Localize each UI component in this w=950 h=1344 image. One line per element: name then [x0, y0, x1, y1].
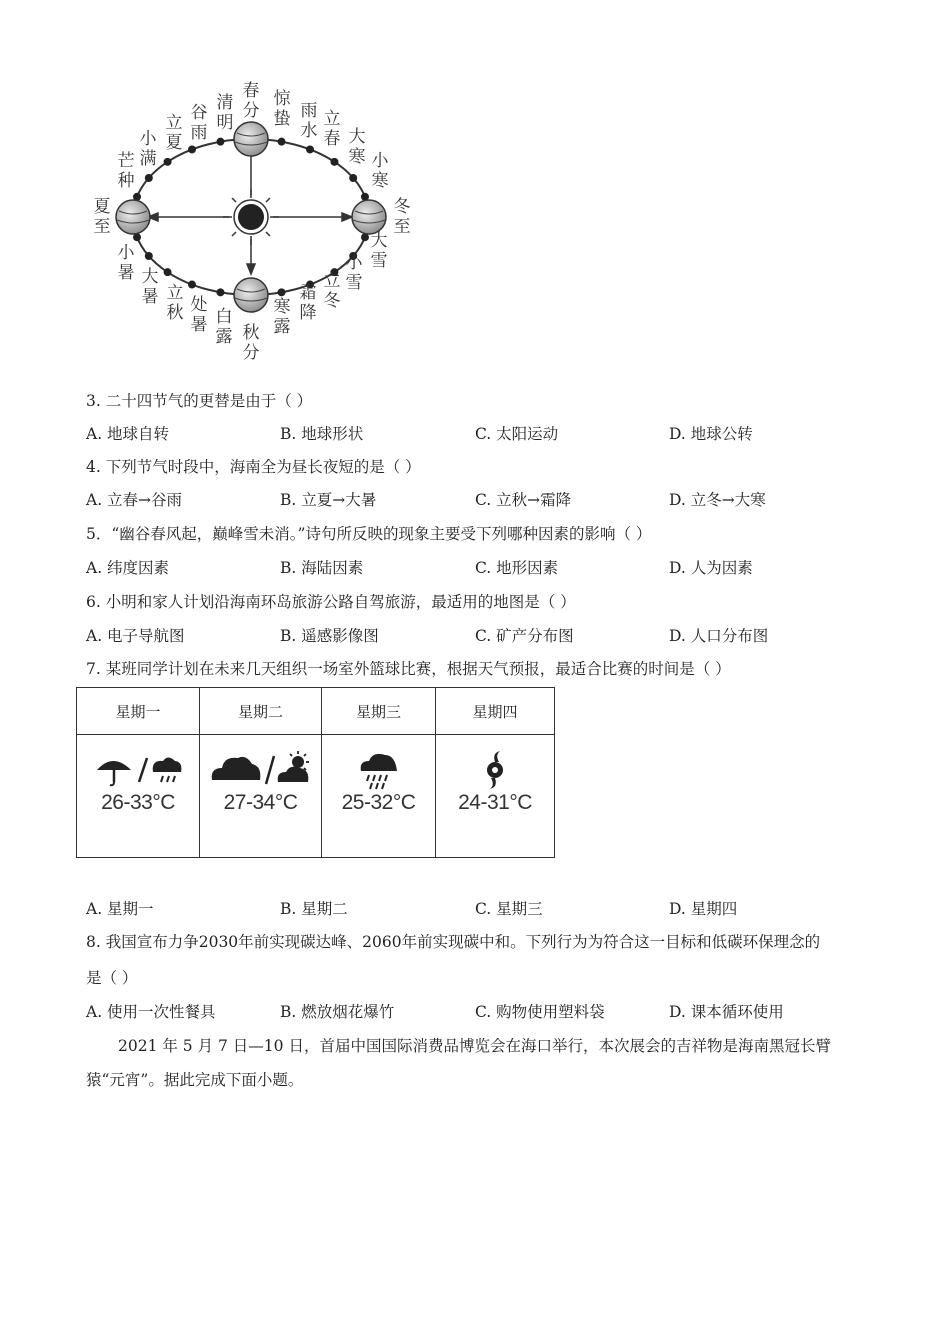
term-liqiu: 立秋: [166, 283, 184, 323]
question-3-option-d[interactable]: D. 地球公转: [669, 425, 753, 443]
question-7-option-c[interactable]: C. 星期三: [475, 900, 543, 918]
umbrella-rain-icon: [97, 761, 131, 785]
orbit-dot: [164, 268, 172, 276]
term-qiufen: 秋分: [242, 323, 260, 363]
day-header-wed: 星期三: [322, 688, 436, 735]
day-header-mon: 星期一: [77, 688, 200, 735]
day-cell-thu: [436, 735, 555, 858]
orbit-dot: [349, 174, 357, 182]
cloud-rain-icon: [153, 758, 182, 783]
question-5-stem: 5．“幽谷春风起，巅峰雪未消。”诗句所反映的现象主要受下列哪种因素的影响（ ）: [86, 525, 652, 543]
question-8-option-d[interactable]: D. 课本循环使用: [669, 1003, 784, 1021]
term-xiaoshu: 小暑: [117, 243, 135, 283]
orbit-dot: [164, 158, 172, 166]
question-3-option-a[interactable]: A. 地球自转: [86, 425, 170, 443]
sun-cloud-icon: [277, 751, 308, 782]
question-5-option-a[interactable]: A. 纬度因素: [86, 559, 170, 577]
question-7-stem: 7. 某班同学计划在未来几天组织一场室外篮球比赛，根据天气预报，最适合比赛的时间是（ ）: [86, 660, 731, 678]
question-4-stem: 4. 下列节气时段中，海南全为昼长夜短的是（ ）: [86, 458, 421, 476]
question-4-option-a[interactable]: A. 立春→谷雨: [86, 491, 183, 509]
earth-winter-solstice-icon: [352, 200, 386, 234]
question-5-option-b[interactable]: B. 海陆因素: [280, 559, 364, 577]
term-daxue: 大雪: [370, 231, 388, 271]
question-4-option-c[interactable]: C. 立秋→霜降: [475, 491, 572, 509]
solar-terms-diagram: [88, 76, 428, 366]
day-cell-tue: [200, 735, 322, 858]
orbit-dot: [216, 288, 224, 296]
day-header-thu: 星期四: [436, 688, 555, 735]
orbit-dot: [330, 158, 338, 166]
passage-line-1: 2021 年 5 月 7 日—10 日，首届中国国际消费品博览会在海口举行，本次展会的吉祥物是海南黑冠长臂: [118, 1037, 831, 1055]
temp-thu: 24-31°C: [458, 791, 532, 814]
question-8-option-a[interactable]: A. 使用一次性餐具: [86, 1003, 216, 1021]
term-qingming: 清明: [216, 93, 234, 133]
question-7-option-b[interactable]: B. 星期二: [280, 900, 348, 918]
question-5-option-d[interactable]: D. 人为因素: [669, 559, 753, 577]
heavy-rain-icon: [360, 754, 396, 789]
day-cell-wed: [322, 735, 436, 858]
question-7-option-d[interactable]: D. 星期四: [669, 900, 738, 918]
question-6-option-b[interactable]: B. 遥感影像图: [280, 627, 379, 645]
term-mangzhong: 芒种: [117, 151, 135, 191]
term-shuangjiang: 霜降: [299, 283, 317, 323]
earth-summer-solstice-icon: [116, 200, 150, 234]
term-xiaoxue: 小雪: [345, 253, 363, 293]
question-6-option-a[interactable]: A. 电子导航图: [86, 627, 185, 645]
term-dahan: 大寒: [348, 127, 366, 167]
question-8-option-c[interactable]: C. 购物使用塑料袋: [475, 1003, 605, 1021]
temp-wed: 25-32°C: [341, 791, 416, 814]
question-4-option-b[interactable]: B. 立夏→大暑: [280, 491, 377, 509]
term-yushui: 雨水: [300, 101, 318, 141]
question-5-option-c[interactable]: C. 地形因素: [475, 559, 559, 577]
earth-autumn-equinox-icon: [234, 278, 268, 312]
question-8-stem-continued: 是（ ）: [86, 969, 138, 987]
term-dashu: 大暑: [141, 267, 159, 307]
orbit-dot: [216, 138, 224, 146]
term-xiaoman: 小满: [139, 129, 157, 169]
orbit-dot: [306, 145, 314, 153]
term-chunfen: 春分: [242, 81, 260, 121]
cloud-icon: [211, 757, 260, 780]
term-bailu: 白露: [215, 307, 233, 347]
orbit-dot: [188, 281, 196, 289]
question-3-option-c[interactable]: C. 太阳运动: [475, 425, 559, 443]
passage-line-2: 猿“元宵”。据此完成下面小题。: [86, 1071, 304, 1089]
term-lixia: 立夏: [165, 113, 183, 153]
question-3-option-b[interactable]: B. 地球形状: [280, 425, 364, 443]
term-hanlu: 寒露: [273, 297, 291, 337]
day-header-tue: 星期二: [200, 688, 322, 735]
question-3-stem: 3. 二十四节气的更替是由于（ ）: [86, 392, 313, 410]
term-xiazhi: 夏至: [93, 197, 111, 237]
orbit-dot: [145, 174, 153, 182]
typhoon-icon: [487, 751, 503, 789]
term-lidong: 立冬: [323, 271, 341, 311]
question-4-option-d[interactable]: D. 立冬→大寒: [669, 491, 766, 509]
day-cell-mon: [77, 735, 200, 858]
orbit-dot: [278, 288, 286, 296]
term-xiaohan: 小寒: [371, 151, 389, 191]
orbit-dot: [145, 252, 153, 260]
temp-tue: 27-34°C: [223, 791, 298, 814]
question-6-stem: 6. 小明和家人计划沿海南环岛旅游公路自驾旅游，最适用的地图是（ ）: [86, 593, 576, 611]
question-8-option-b[interactable]: B. 燃放烟花爆竹: [280, 1003, 395, 1021]
orbit-dot: [278, 138, 286, 146]
term-dongzhi: 冬至: [393, 197, 411, 237]
term-guyu: 谷雨: [190, 103, 208, 143]
question-8-stem: 8. 我国宣布力争2030年前实现碳达峰、2060年前实现碳中和。下列行为为符合这一目标和低碳环保理念的: [86, 933, 821, 951]
slash-divider: [266, 756, 274, 784]
question-6-option-c[interactable]: C. 矿产分布图: [475, 627, 574, 645]
temp-mon: 26-33°C: [101, 791, 175, 814]
question-6-option-d[interactable]: D. 人口分布图: [669, 627, 769, 645]
earth-spring-equinox-icon: [234, 122, 268, 156]
term-chushu: 处暑: [190, 295, 208, 335]
term-jingzhe: 惊蛰: [273, 89, 291, 129]
orbit-dot: [188, 145, 196, 153]
weather-forecast-table: [76, 687, 555, 858]
slash-divider: [139, 758, 147, 782]
term-lichun: 立春: [323, 109, 341, 149]
question-7-option-a[interactable]: A. 星期一: [86, 900, 154, 918]
